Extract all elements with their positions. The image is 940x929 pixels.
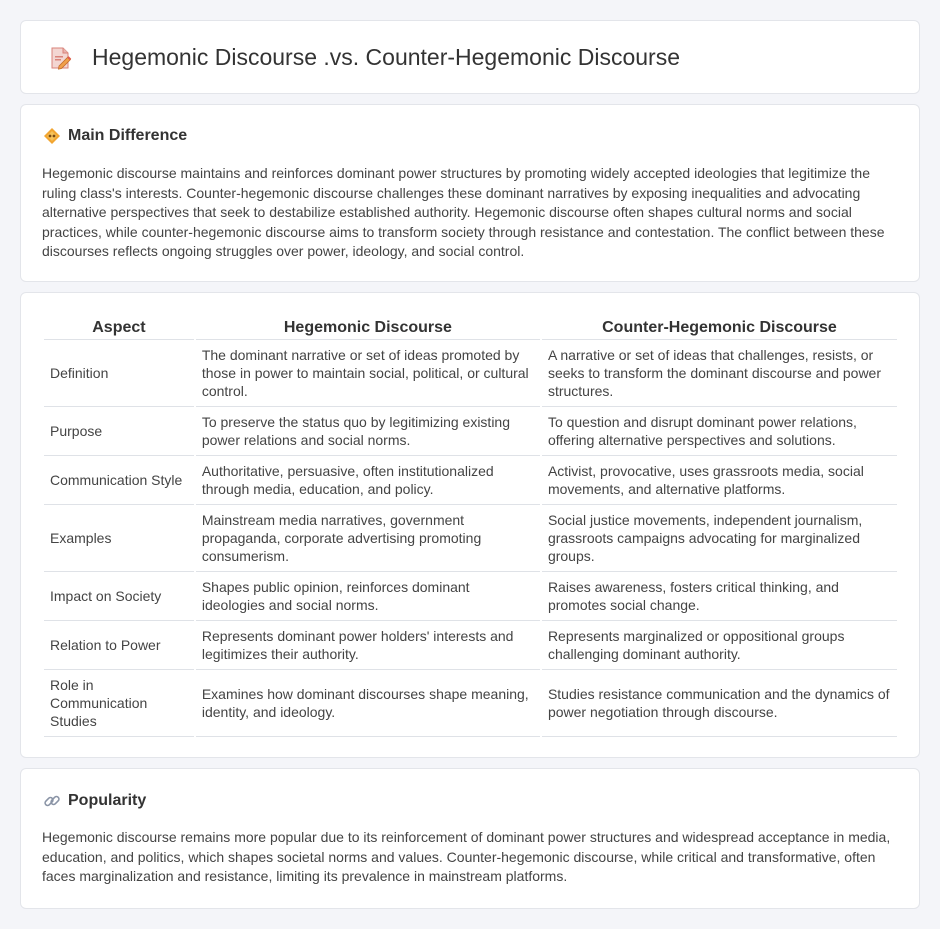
comparison-table bbox=[42, 316, 899, 737]
table-row bbox=[44, 670, 897, 737]
header-aspect: Aspect bbox=[44, 316, 194, 340]
hegemonic-cell: Authoritative, persuasive, often institutionalized through media, education, and policy. bbox=[196, 456, 540, 505]
table-row bbox=[44, 456, 897, 505]
link-icon bbox=[43, 792, 61, 810]
popularity-card bbox=[20, 768, 920, 909]
aspect-cell: Purpose bbox=[44, 407, 194, 456]
header-hegemonic: Hegemonic Discourse bbox=[196, 316, 540, 340]
page-title: Hegemonic Discourse .vs. Counter-Hegemonic Discourse bbox=[92, 44, 681, 70]
aspect-cell: Relation to Power bbox=[44, 621, 194, 670]
main-difference-card bbox=[20, 104, 920, 282]
aspect-cell: Definition bbox=[44, 340, 194, 407]
popularity-heading bbox=[43, 792, 146, 810]
main-difference-text: Hegemonic discourse maintains and reinforces dominant power structures by promoting widely accepted ideologies that legitimize the ruling class's interests. Counter-hegemonic discourse challenges these dominant narratives by exposing inequalities and advocating alternative perspectives that seek to destabilize established authority. Hegemonic discourse often shapes cultural norms and social practices, while counter-hegemonic discourse aims to transform society through resistance and contestation. The conflict between these discourses reflects ongoing struggles over power, ideology, and social control. bbox=[42, 165, 885, 260]
table-row bbox=[44, 572, 897, 621]
table-row bbox=[44, 621, 897, 670]
counter-hegemonic-cell: Raises awareness, fosters critical thinking, and promotes social change. bbox=[542, 572, 897, 621]
hegemonic-cell: The dominant narrative or set of ideas promoted by those in power to maintain social, political, or cultural control. bbox=[196, 340, 540, 407]
aspect-cell: Role in Communication Studies bbox=[44, 670, 194, 737]
aspect-cell: Examples bbox=[44, 505, 194, 572]
header-counter-hegemonic: Counter-Hegemonic Discourse bbox=[542, 316, 897, 340]
table-row bbox=[44, 505, 897, 572]
aspect-cell: Impact on Society bbox=[44, 572, 194, 621]
aspect-cell: Communication Style bbox=[44, 456, 194, 505]
counter-hegemonic-cell: A narrative or set of ideas that challenges, resists, or seeks to transform the dominant discourse and power structures. bbox=[542, 340, 897, 407]
main-difference-title: Main Difference bbox=[68, 127, 188, 144]
hegemonic-cell: Represents dominant power holders' interests and legitimizes their authority. bbox=[196, 621, 540, 670]
hegemonic-cell: Examines how dominant discourses shape meaning, identity, and ideology. bbox=[196, 670, 540, 737]
counter-hegemonic-cell: Social justice movements, independent journalism, grassroots campaigns advocating for marginalized groups. bbox=[542, 505, 897, 572]
main-difference-heading bbox=[43, 127, 187, 145]
document-pencil-icon bbox=[47, 45, 73, 71]
popularity-text: Hegemonic discourse remains more popular due to its reinforcement of dominant power structures and widespread acceptance in media, education, and politics, which shapes societal norms and values. Counter-hegemonic discourse, while critical and transformative, often faces marginalization and resistance, limiting its prevalence in mainstream platforms. bbox=[42, 829, 891, 885]
hegemonic-cell: To preserve the status quo by legitimizing existing power relations and social norms. bbox=[196, 407, 540, 456]
hegemonic-cell: Shapes public opinion, reinforces dominant ideologies and social norms. bbox=[196, 572, 540, 621]
table-header-row bbox=[44, 316, 897, 340]
diamond-badge-icon bbox=[43, 127, 61, 145]
table-row bbox=[44, 340, 897, 407]
hegemonic-cell: Mainstream media narratives, government propaganda, corporate advertising promoting consumerism. bbox=[196, 505, 540, 572]
table-row bbox=[44, 407, 897, 456]
counter-hegemonic-cell: To question and disrupt dominant power relations, offering alternative perspectives and solutions. bbox=[542, 407, 897, 456]
popularity-title: Popularity bbox=[68, 792, 147, 809]
counter-hegemonic-cell: Activist, provocative, uses grassroots media, social movements, and alternative platforms. bbox=[542, 456, 897, 505]
comparison-table-card bbox=[20, 292, 920, 758]
header-card bbox=[20, 20, 920, 94]
counter-hegemonic-cell: Studies resistance communication and the dynamics of power negotiation through discourse. bbox=[542, 670, 897, 737]
counter-hegemonic-cell: Represents marginalized or oppositional groups challenging dominant authority. bbox=[542, 621, 897, 670]
